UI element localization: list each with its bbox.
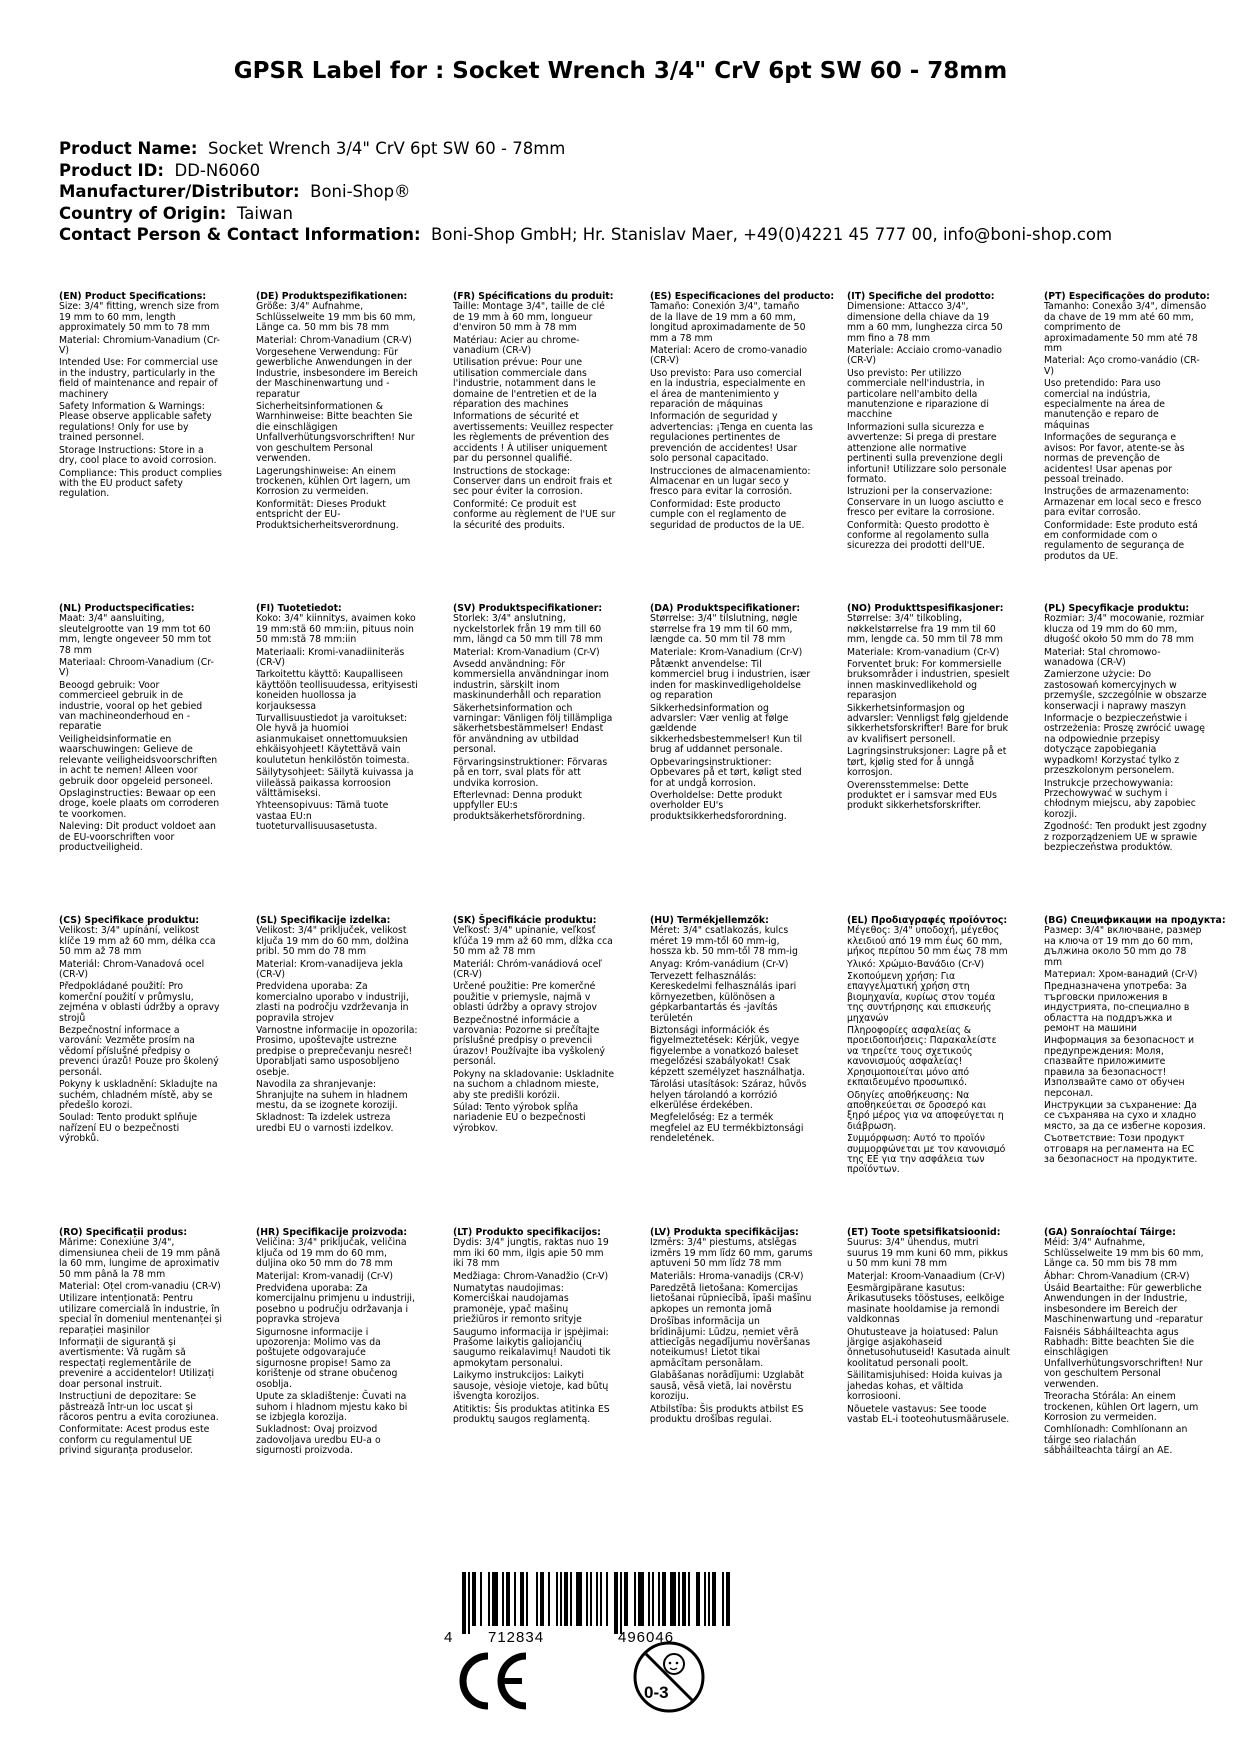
language-block-paragraph: Материал: Хром-ванадий (Cr-V) <box>1044 969 1198 981</box>
language-block-paragraph: Conformitate: Acest produs este conform cu regulamentul UE privind siguranța produselor. <box>59 1424 210 1457</box>
language-block-paragraph: Safety Information & Warnings: Please observe applicable safety regulations! Only for use by trained personnel. <box>59 401 212 444</box>
language-block-paragraph: Предназначена употреба: За търговски приложения в индустрията, по-специално в областта на поддръжка и ремонт на машини <box>1044 981 1190 1035</box>
barcode-bar <box>624 1572 628 1626</box>
barcode-bar <box>586 1572 588 1626</box>
product-id-row <box>59 160 1199 182</box>
language-block-paragraph: Sikkerhedsinformation og advarsler: Vær venlig at følge gældende sikkerhedsbestemmelser! Kun til brug af uddannet personale. <box>650 702 803 756</box>
language-block-paragraph: Съответствие: Този продукт отговаря на регламента на ЕС за безопасност на продуктите. <box>1044 1133 1198 1165</box>
language-block-paragraph: Upute za skladištenje: Čuvati na suhom i hladnom mjestu kako bi se izbjegla korozija. <box>256 1391 408 1423</box>
language-block-paragraph: Utilizare intenționată: Pentru utilizare comercială în industrie, în special în domeniul mentenanței și reparației mașinilor <box>59 1293 222 1336</box>
language-block-paragraph: Conformité: Ce produit est conforme au règlement de l'UE sur la sécurité des produits. <box>453 498 616 531</box>
language-block-paragraph: Paredzētā lietošana: Komercijas lietošanai rūpniecībā, īpaši mašīnu apkopes un remonta jomā <box>650 1283 812 1315</box>
language-block-paragraph: Veiligheidsinformatie en waarschuwingen: Gelieve de relevante veiligheidsvoorschriften in acht te nemen! Alleen voor gebruik door opgeleid personeel. <box>59 733 218 787</box>
language-block-title: (EL) Προδιαγραφές προϊόντος: <box>847 915 1008 926</box>
language-block-title: (NL) Productspecificaties: <box>59 603 195 614</box>
barcode-bar <box>472 1572 476 1626</box>
language-block-paragraph: Turvallisuustiedot ja varoitukset: Ole hyvä ja huomioi asianmukaiset onnettomuuksien ehkäisyohjeet! Käytettävä vain koulutetun henkilöstön toimesta. <box>256 713 410 766</box>
language-block-paragraph: Soulad: Tento produkt splňuje nařízení EU o bezpečnosti výrobků. <box>59 1112 198 1145</box>
language-block <box>453 916 616 1228</box>
language-block-paragraph: Istruzioni per la conservazione: Conservare in un luogo asciutto e fresco per evitare la corrosione. <box>847 486 1004 519</box>
language-block-title: (HU) Termékjellemzők: <box>650 915 769 926</box>
language-block-paragraph: Instrucciones de almacenamiento: Almacenar en un lugar seco y fresco para evitar la corrosión. <box>650 465 811 498</box>
language-block-paragraph: Dydis: 3/4" jungtis, raktas nuo 19 mm iki 60 mm, ilgis apie 50 mm iki 78 mm <box>453 1237 609 1270</box>
language-block-paragraph: Ohutusteave ja hoiatused: Palun järgige asjakohaseid õnnetusohutuseid! Kasutada ainult koolitatud personali poolt. <box>847 1326 1010 1369</box>
language-block-title: (ET) Toote spetsifikatsioonid: <box>847 1227 1001 1238</box>
language-block-paragraph: Forventet bruk: For kommersielle bruksområder i industrien, spesielt innen maskinvedlikehold og reparasjon <box>847 659 1010 702</box>
language-block-title: (FI) Tuotetiedot: <box>256 603 342 614</box>
language-block-paragraph: Glabāšanas norādījumi: Uzglabāt sausā, vēsā vietā, lai novērstu koroziju. <box>650 1370 804 1403</box>
language-block-title: (RO) Specificații produs: <box>59 1227 188 1238</box>
language-block-title: (PT) Especificações do produto: <box>1044 291 1210 302</box>
language-block-paragraph: Σκοπούμενη χρήση: Για επαγγελματική χρήση στη βιομηχανία, κυρίως στον τομέα της συντήρησης και επισκευής μηχανών <box>847 971 996 1024</box>
manufacturer-value: Boni-Shop® <box>310 182 411 201</box>
language-block-paragraph: Materijal: Krom-vanadij (Cr-V) <box>256 1270 393 1282</box>
language-block-title: (SV) Produktspecifikationer: <box>453 603 603 614</box>
language-block-paragraph: Dimensione: Attacco 3/4", dimensione della chiave da 19 mm a 60 mm, lunghezza circa 50 mm fino a 78 mm <box>847 301 1003 344</box>
language-block-paragraph: Velikost: 3/4" priključek, velikost ključa 19 mm do 60 mm, dolžina pribl. 50 mm do 78 mm <box>256 925 409 958</box>
language-block-paragraph: Materiale: Krom-vanadium (Cr-V) <box>847 646 1000 658</box>
ean-barcode <box>440 1572 740 1646</box>
country-label: Country of Origin: <box>59 203 227 223</box>
language-block-paragraph: Instrukcje przechowywania: Przechowywać w suchym i chłodnym miejscu, aby zapobiec korozji. <box>1044 777 1196 820</box>
language-block-paragraph: Vorgesehene Verwendung: Für gewerbliche Anwendungen in der Industrie, insbesondere im Bereich der Maschinenwartung und -reparatur <box>256 347 418 400</box>
barcode-bar <box>462 1572 466 1634</box>
language-block-paragraph: Informacje o bezpieczeństwie i ostrzeżenia: Proszę zwrócić uwagę na odpowiednie przepisy dotyczące zapobiegania wypadkom! Korzystać tylko z przeszkolonym personelem. <box>1044 713 1205 777</box>
language-block <box>59 916 222 1228</box>
language-block-paragraph: Μέγεθος: 3/4" υποδοχή, μέγεθος κλειδιού από 19 mm έως 60 mm, μήκος περίπου 50 mm έως 78 mm <box>847 925 1008 958</box>
language-block-paragraph: Rozmiar: 3/4" mocowanie, rozmiar klucza od 19 mm do 60 mm, długość około 50 mm do 78 mm <box>1044 613 1205 646</box>
language-block-paragraph: Anyag: Króm-vanádium (Cr-V) <box>650 958 789 970</box>
language-block-paragraph: Lagerungshinweise: An einem trockenen, kühlen Ort lagern, um Korrosion zu vermeiden. <box>256 465 411 498</box>
language-block-paragraph: Veličina: 3/4" priključak, veličina ključa od 19 mm do 60 mm, duljina oko 50 mm do 78 mm <box>256 1237 407 1270</box>
language-block-paragraph: Súlad: Tento výrobok spĺňa nariadenie EÚ o bezpečnosti výrobkov. <box>453 1101 586 1134</box>
age-range-text: 0-3 <box>644 1683 669 1702</box>
language-block-paragraph: Navodila za shranjevanje: Shranjujte na suhem in hladnem mestu, da se izognete koroziji. <box>256 1079 408 1111</box>
language-block-paragraph: Συμμόρφωση: Αυτό το προϊόν συμμορφώνεται με τον κανονισμό της ΕΕ για την ασφάλεια των προϊόντων. <box>847 1133 1006 1176</box>
barcode-bar <box>726 1572 730 1626</box>
language-block <box>1044 1228 1207 1568</box>
language-block-paragraph: Sukladnost: Ovaj proizvod zadovoljava uredbu EU-a o sigurnosti proizvoda. <box>256 1424 381 1457</box>
language-block-paragraph: Efterlevnad: Denna produkt uppfyller EU:s produktsäkerhetsförordning. <box>453 789 586 822</box>
barcode-bar <box>708 1572 710 1626</box>
language-block-paragraph: Opslaginstructies: Bewaar op een droge, koele plaats om corroderen te voorkomen. <box>59 787 220 820</box>
language-block-paragraph: Intended Use: For commercial use in the industry, particularly in the field of maintenance and repair of machinery <box>59 357 218 400</box>
language-block <box>59 1228 222 1568</box>
language-block <box>650 291 835 604</box>
language-block-paragraph: Förvaringsinstruktioner: Förvaras på en torr, sval plats för att undvika korrosion. <box>453 756 608 789</box>
language-block-title: (IT) Specifiche del prodotto: <box>847 291 995 302</box>
language-block-paragraph: Izmērs: 3/4" piestums, atslēgas izmērs 19 mm līdz 60 mm, garums aptuveni 50 mm līdz 78 mm <box>650 1237 813 1270</box>
language-block-paragraph: Πληροφορίες ασφαλείας & προειδοποιήσεις: Παρακαλείστε να τηρείτε τους σχετικούς κανονισμούς ασφαλείας! Χρησιμοποιείται μόνο από εκπαιδευμένο προσωπικό. <box>847 1025 997 1089</box>
age-warning-icon <box>630 1638 708 1716</box>
language-block-paragraph: Overholdelse: Dette produkt overholder EU's produktsikkerhedsforordning. <box>650 789 787 822</box>
barcode-bar <box>488 1572 490 1626</box>
barcode-bar <box>634 1572 636 1626</box>
language-block-paragraph: Treoracha Stórála: An einem trockenen, kühlen Ort lagern, um Korrosion zu vermeiden. <box>1044 1391 1199 1423</box>
language-block-paragraph: Informations de sécurité et avertissements: Veuillez respecter les règlements de prévention des accidents ! À utiliser uniquement par du personnel qualifié. <box>453 411 614 465</box>
language-block-paragraph: Taille: Montage 3/4", taille de clé de 19 mm à 60 mm, longueur d'environ 50 mm à 78 mm <box>453 301 605 334</box>
language-block-paragraph: Størrelse: 3/4" tilslutning, nøgle størrelse fra 19 mm til 60 mm, længde ca. 50 mm til 78 mm <box>650 613 798 646</box>
manufacturer-row <box>59 181 1199 203</box>
product-id-label: Product ID: <box>59 160 164 180</box>
barcode-bar <box>576 1572 582 1626</box>
barcode-bar <box>662 1572 666 1626</box>
language-block-title: (CS) Specifikace produktu: <box>59 915 200 926</box>
language-block-paragraph: Yhteensopivuus: Tämä tuote vastaa EU:n tuoteturvallisuusasetusta. <box>256 800 389 833</box>
language-block-paragraph: Material: Krom-vanadijeva jekla (CR-V) <box>256 958 404 981</box>
language-block <box>1044 604 1207 916</box>
barcode-bar <box>556 1572 558 1626</box>
barcode-bar <box>620 1572 622 1634</box>
language-block-paragraph: Tervezett felhasználás: Kereskedelmi felhasználás ipari környezetben, különösen a gépkarbantartás és -javítás területén <box>650 971 797 1024</box>
language-block-paragraph: Storlek: 3/4" anslutning, nyckelstorlek från 19 mm till 60 mm, längd ca 50 mm till 78 mm <box>453 613 603 646</box>
language-block-paragraph: Ábhar: Chrom-Vanadium (CR-V) <box>1044 1270 1190 1282</box>
language-block-paragraph: Zgodność: Ten produkt jest zgodny z rozporządzeniem UE w sprawie bezpieczeństwa produktów. <box>1044 821 1207 853</box>
language-block-paragraph: Sigurnosne informacije i upozorenja: Molimo vas da poštujete odgovarajuće sigurnosne propise! Samo za korištenje od strane obučenog osoblja. <box>256 1326 398 1390</box>
barcode-bar <box>704 1572 706 1626</box>
barcode-bar <box>480 1572 482 1626</box>
language-block-title: (LT) Produkto specifikacijos: <box>453 1227 601 1238</box>
language-block-paragraph: Biztonsági információk és figyelmeztetések: Kérjük, vegye figyelembe a vonatkozó baleset megelőzési szabályokat! Csak képzett személyzet használhatja. <box>650 1025 805 1078</box>
language-block-paragraph: Инструкции за съхранение: Да се съхранява на сухо и хладно място, за да се избегне корозия. <box>1044 1099 1206 1132</box>
product-id-value: DD-N6060 <box>174 160 261 180</box>
language-block-paragraph: Drošības informācija un brīdinājumi: Lūdzu, ņemiet vērā attiecīgās negadījumu novēršanas noteikumus! Lietot tikai apmācītam personālam. <box>650 1316 811 1369</box>
barcode-bar <box>658 1572 660 1626</box>
language-block <box>453 292 616 604</box>
language-block-title: (FR) Spécifications du produit: <box>453 291 614 302</box>
language-block <box>650 1228 813 1568</box>
language-block-paragraph: Säkerhetsinformation och varningar: Vänligen följ tillämpliga säkerhetsbestämmelser! Endast för användning av utbildad personal. <box>453 702 613 756</box>
language-block-paragraph: Medžiaga: Chrom-Vanadžio (Cr-V) <box>453 1270 609 1282</box>
barcode-bar <box>540 1572 544 1626</box>
language-block-paragraph: Instrucțiuni de depozitare: Se păstrează într-un loc uscat și răcoros pentru a evita coroziunea. <box>59 1391 219 1423</box>
country-row <box>59 203 1199 225</box>
barcode-bar <box>548 1572 550 1626</box>
barcode-bar <box>526 1572 528 1626</box>
language-block-paragraph: Material: Oțel crom-vanadiu (CR-V) <box>59 1281 221 1293</box>
barcode-bar <box>590 1572 592 1626</box>
barcode-bar <box>638 1572 644 1626</box>
barcode-bar <box>614 1572 618 1634</box>
contact-label: Contact Person & Contact Information: <box>59 225 421 244</box>
barcode-bars <box>462 1572 730 1634</box>
barcode-bar <box>468 1572 470 1634</box>
language-block-paragraph: Avsedd användning: För kommersiella användningar inom industrin, särskilt inom maskinunderhåll och reparation <box>453 659 609 702</box>
language-block-paragraph: Material: Chromium-Vanadium (Cr-V) <box>59 334 220 357</box>
language-block-paragraph: Informazioni sulla sicurezza e avvertenze: Si prega di prestare attenzione alle normative pertinenti sulla prevenzione degli infortuni! Utilizzare solo personale formato. <box>847 421 1007 485</box>
language-block-title: (SL) Specifikacije izdelka: <box>256 915 391 926</box>
language-block-paragraph: Méid: 3/4" Aufnahme, Schlüsselweite 19 mm bis 60 mm, Länge ca. 50 mm bis 78 mm <box>1044 1237 1204 1270</box>
language-block-paragraph: Informações de segurança e avisos: Por favor, atente-se às normas de prevenção de acidentes! Usar apenas por pessoal treinado. <box>1044 432 1185 485</box>
contact-row <box>59 224 1199 246</box>
language-block <box>847 1228 1010 1568</box>
barcode-bar <box>648 1572 650 1626</box>
language-block-title: (GA) Sonraíochtaí Táirge: <box>1044 1227 1176 1238</box>
language-block-paragraph: Comhlíonadh: Comhlíonann an táirge seo rialachán sábháilteachta táirgí an AE. <box>1044 1424 1188 1457</box>
language-block-paragraph: Størrelse: 3/4" tilkobling, nøkkelstørrelse fra 19 mm til 60 mm, lengde ca. 50 mm til 78 mm <box>847 613 1003 646</box>
language-block-paragraph: Skladnost: Ta izdelek ustreza uredbi EU o varnosti izdelkov. <box>256 1112 394 1134</box>
barcode-bar <box>670 1572 676 1626</box>
language-block-paragraph: Koko: 3/4" kiinnitys, avaimen koko 19 mm:stä 60 mm:iin, pituus noin 50 mm:stä 78 mm:iin <box>256 613 416 646</box>
ce-mark <box>452 1650 532 1712</box>
language-block-paragraph: Tarkoitettu käyttö: Kaupalliseen käyttöön teollisuudessa, erityisesti koneiden huollossa ja korjauksessa <box>256 669 418 712</box>
product-info <box>59 138 1199 246</box>
barcode-bar <box>688 1572 690 1626</box>
barcode-bar <box>536 1572 538 1626</box>
language-block-paragraph: Suurus: 3/4" ühendus, mutri suurus 19 mm kuni 60 mm, pikkus u 50 mm kuni 78 mm <box>847 1237 1008 1270</box>
language-block-paragraph: Conformidad: Este producto cumple con el reglamento de seguridad de productos de la UE. <box>650 498 805 531</box>
barcode-bar <box>696 1572 700 1626</box>
language-block-paragraph: Utilisation prévue: Pour une utilisation commerciale dans l'industrie, notamment dans le domaine de l'entretien et de la réparation des machines <box>453 357 597 411</box>
language-block-paragraph: Mărime: Conexiune 3/4", dimensiunea cheii de 19 mm până la 60 mm, lungime de aproximativ 50 mm până la 78 mm <box>59 1237 221 1280</box>
language-block-paragraph: Matériau: Acier au chrome-vanadium (CR-V) <box>453 334 580 357</box>
language-block-paragraph: Méret: 3/4" csatlakozás, kulcs méret 19 mm-től 60 mm-ig, hossza kb. 50 mm-től 78 mm-ig <box>650 925 798 958</box>
barcode-bar <box>570 1572 572 1626</box>
barcode-bar <box>678 1572 680 1626</box>
language-block-paragraph: Material: Aço cromo-vanádio (CR-V) <box>1044 355 1200 377</box>
barcode-group-1: 712834 <box>488 1629 545 1646</box>
language-block-paragraph: Predvidena uporaba: Za komercialno uporabo v industriji, zlasti na področju vzdrževanja in popravila strojev <box>256 981 409 1024</box>
baby-mouth <box>670 1668 677 1670</box>
language-block-paragraph: Materiale: Acciaio cromo-vanadio (CR-V) <box>847 345 1002 367</box>
barcode-bar <box>564 1572 568 1626</box>
baby-eye-left <box>669 1662 672 1665</box>
language-block-paragraph: Οδηγίες αποθήκευσης: Να αποθηκεύεται σε δροσερό και ξηρό μέρος για να αποφεύγεται η διάβρωση. <box>847 1089 1004 1132</box>
language-block-paragraph: Atbilstība: Šis produkts atbilst ES produktu drošības regulai. <box>650 1403 804 1425</box>
language-block <box>453 604 616 916</box>
language-block <box>256 604 419 916</box>
language-block-paragraph: Materiał: Stal chromowo-wanadowa (CR-V) <box>1044 646 1161 669</box>
language-block-paragraph: Storage Instructions: Store in a dry, cool place to avoid corrosion. <box>59 444 217 467</box>
language-block <box>256 292 419 604</box>
language-block-title: (DE) Produktspezifikationen: <box>256 291 408 302</box>
barcode-bar <box>506 1572 510 1626</box>
barcode-bar <box>560 1572 562 1626</box>
language-block-paragraph: Uso previsto: Para uso comercial en la industria, especialmente en el área de mantenimiento y reparación de máquinas <box>650 367 806 411</box>
language-block-paragraph: Saugumo informacija ir įspėjimai: Prašome laikytis galiojančių saugumo reikalavimų! Naudoti tik apmokytam personalui. <box>453 1326 611 1369</box>
barcode-bar <box>492 1572 498 1626</box>
languages-grid <box>59 292 1241 1568</box>
language-block-paragraph: Size: 3/4" fitting, wrench size from 19 mm to 60 mm, length approximately 50 mm to 78 mm <box>59 301 220 334</box>
language-block-paragraph: Säilitamisjuhised: Hoida kuivas ja jahedas kohas, et vältida korrosiooni. <box>847 1370 1003 1403</box>
language-block-paragraph: Tamanho: Conexão 3/4", dimensão da chave de 19 mm até 60 mm, comprimento de aproximadamente 50 mm até 78 mm <box>1044 301 1207 355</box>
baby-face-icon <box>664 1654 684 1674</box>
language-block-paragraph: Určené použitie: Pre komerčné použitie v priemysle, najmä v oblasti údržby a opravy strojov <box>453 981 598 1014</box>
language-block-title: (DA) Produktspecifikationer: <box>650 603 801 614</box>
language-block-paragraph: Materiaali: Kromi-vanadiiniteräs (CR-V) <box>256 646 405 669</box>
language-block-paragraph: Material: Chrom-Vanadium (CR-V) <box>256 334 412 346</box>
barcode-bar <box>596 1572 598 1626</box>
language-block-paragraph: Veľkosť: 3/4" upínanie, veľkosť kľúča 19 mm až 60 mm, dĺžka cca 50 mm až 78 mm <box>453 925 613 958</box>
language-block-paragraph: Beoogd gebruik: Voor commercieel gebruik in de industrie, vooral op het gebied van machineonderhoud en -reparatie <box>59 679 203 733</box>
language-block-paragraph: Úsáid Beartaithe: Für gewerbliche Anwendungen in der Industrie, insbesondere im Bereich der Maschinenwartung und -reparatur <box>1044 1283 1203 1326</box>
ce-c-glyph <box>463 1656 488 1706</box>
barcode-bar <box>514 1572 516 1626</box>
page-title: GPSR Label for : Socket Wrench 3/4" CrV 6pt SW 60 - 78mm <box>233 58 1008 84</box>
barcode-bar <box>722 1572 724 1626</box>
language-block-paragraph: Opbevaringsinstruktioner: Opbevares på et tørt, køligt sted for at undgå korrosion. <box>650 756 802 789</box>
barcode-bar <box>600 1572 602 1626</box>
language-block-paragraph: Materiale: Krom-Vanadium (Cr-V) <box>650 646 803 658</box>
language-block-paragraph: Maat: 3/4" aansluiting, sleutelgrootte van 19 mm tot 60 mm, lengte ongeveer 50 mm tot 78 mm <box>59 613 212 656</box>
language-block-paragraph: Materiaal: Chroom-Vanadium (Cr-V) <box>59 657 214 679</box>
language-block-paragraph: Naleving: Dit product voldoet aan de EU-voorschriften voor productveiligheid. <box>59 821 216 853</box>
product-name-value: Socket Wrench 3/4" CrV 6pt SW 60 - 78mm <box>207 139 566 158</box>
language-block-paragraph: Konformität: Dieses Produkt entspricht der EU-Produktsicherheitsverordnung. <box>256 498 399 531</box>
language-block-title: (BG) Спецификации на продукта: <box>1044 915 1226 926</box>
language-block-paragraph: Material: Acero de cromo-vanadio (CR-V) <box>650 345 808 367</box>
language-block-paragraph: Material: Krom-Vanadium (Cr-V) <box>453 646 600 658</box>
language-block-paragraph: Tárolási utasítások: Száraz, hűvös helyen tárolandó a korrózió elkerülése érdekében. <box>650 1079 807 1111</box>
language-block-paragraph: Bezpečnostné informácie a varovania: Pozorne si prečítajte príslušné predpisy o prevencii úrazov! Používajte iba vyškolený personál. <box>453 1014 606 1068</box>
language-block-paragraph: Påtænkt anvendelse: Til kommerciel brug i industrien, især inden for maskinvedligeholdelse og reparation <box>650 659 811 702</box>
contact-value: Boni-Shop GmbH; Hr. Stanislav Maer, +49(0)4221 45 777 00, info@boni-shop.com <box>431 225 1113 244</box>
language-block-paragraph: Eesmärgipärane kasutus: Ärikasutuseks tööstuses, eelkõige masinate hooldamise ja remondi valdkonnas <box>847 1283 1005 1326</box>
language-block-paragraph: Materiál: Chrom-Vanadová ocel (CR-V) <box>59 958 205 981</box>
language-block-paragraph: Información de seguridad y advertencias: ¡Tenga en cuenta las regulaciones pertinentes de prevención de accidentes! Usar solo personal capacitado. <box>650 411 813 465</box>
language-block-title: (ES) Especificaciones del producto: <box>650 291 835 302</box>
language-block-paragraph: Informații de siguranță și avertismente: Vă rugăm să respectați reglementările de prevenire a accidentelor! Utilizați doar personal instruit. <box>59 1337 215 1390</box>
language-block-paragraph: Conformidade: Este produto está em conformidade com o regulamento de segurança de produtos da UE. <box>1044 519 1198 562</box>
language-block-paragraph: Varnostne informacije in opozorila: Prosimo, upoštevajte ustrezne predpise o preprečevanju nesreč! Uporabljati samo usposobljeno osebje. <box>256 1025 418 1078</box>
barcode-bar <box>520 1572 524 1626</box>
language-block <box>256 1228 419 1568</box>
language-block <box>256 916 419 1228</box>
barcode-digit-1: 4 <box>444 1629 453 1646</box>
language-block-paragraph: Säilytysohjeet: Säilytä kuivassa ja viileässä paikassa korroosion välttämiseksi. <box>256 767 414 799</box>
barcode-bar <box>502 1572 504 1626</box>
language-block <box>650 604 813 916</box>
language-block-paragraph: Faisnéis Sábháilteachta agus Rabhadh: Bitte beachten Sie die einschlägigen Unfallverhütungsvorschriften! Nur von geschultem Personal verwenden. <box>1044 1326 1203 1390</box>
language-block-paragraph: Overensstemmelse: Dette produktet er i samsvar med EUs produkt sikkerhetsforskrifter. <box>847 779 997 812</box>
language-block-paragraph: Materjal: Kroom-Vanaadium (Cr-V) <box>847 1270 1005 1282</box>
language-block-paragraph: Předpokládané použití: Pro komerční použití v průmyslu, zejména v oblasti údržby a opravy strojů <box>59 981 220 1024</box>
language-block-paragraph: Tamaño: Conexión 3/4", tamaño de la llave de 19 mm a 60 mm, longitud aproximadamente de 50 mm a 78 mm <box>650 301 806 344</box>
language-block-title: (PL) Specyfikacje produktu: <box>1044 603 1190 614</box>
language-block-paragraph: Laikymo instrukcijos: Laikyti sausoje, vėsioje vietoje, kad būtų išvengta korozijos. <box>453 1370 609 1403</box>
product-name-label: Product Name: <box>59 139 198 158</box>
manufacturer-label: Manufacturer/Distributor: <box>59 182 300 201</box>
language-block-paragraph: Pokyny na skladovanie: Uskladnite na suchom a chladnom mieste, aby ste predišli korózii. <box>453 1068 615 1101</box>
language-block-paragraph: Lagringsinstruksjoner: Lagre på et tørt, kjølig sted for å unngå korrosjon. <box>847 746 1007 779</box>
language-block <box>847 916 1010 1228</box>
barcode-bar <box>682 1572 686 1626</box>
country-value: Taiwan <box>236 203 293 223</box>
barcode-bar <box>606 1572 608 1626</box>
language-block-paragraph: Pokyny k uskladnění: Skladujte na suchém, chladném místě, aby se předešlo korozi. <box>59 1079 218 1111</box>
language-block-paragraph: Numatytas naudojimas: Komerciškai naudojamas pramonėje, ypač mašinų priežiūros ir remonto srityje <box>453 1283 582 1326</box>
language-block-paragraph: Nõuetele vastavus: See toode vastab EL-i tooteohutusmäärusele. <box>847 1403 1010 1425</box>
language-block <box>650 916 813 1228</box>
language-block <box>59 604 222 916</box>
barcode-group-2: 496046 <box>618 1629 675 1646</box>
language-block-paragraph: Compliance: This product complies with the EU product safety regulation. <box>59 467 222 500</box>
language-block-paragraph: Информация за безопасност и предупреждения: Моля, спазвайте приложимите правила за безопасност! Използвайте само от обучен персонал. <box>1044 1035 1195 1099</box>
language-block-paragraph: Conformità: Questo prodotto è conforme al regolamento sulla sicurezza dei prodotti dell'UE. <box>847 519 990 552</box>
product-name-row <box>59 138 1199 160</box>
language-block-title: (HR) Specifikacije proizvoda: <box>256 1227 408 1238</box>
language-block-title: (LV) Produkta specifikācijas: <box>650 1227 799 1238</box>
baby-eye-right <box>676 1662 679 1665</box>
language-block-paragraph: Megfelelőség: Ez a termék megfelel az EU termékbiztonsági rendeletének. <box>650 1112 804 1145</box>
language-block-paragraph: Instruções de armazenamento: Armazenar em local seco e fresco para evitar corrosão. <box>1044 486 1202 519</box>
language-block-paragraph: Predviđena uporaba: Za komercijalnu primjenu u industriji, posebno u području održavanja i popravka strojeva <box>256 1283 415 1326</box>
language-block-paragraph: Materiāls: Hroma-vanadijs (CR-V) <box>650 1270 804 1282</box>
language-block <box>1044 915 1226 1228</box>
language-block-paragraph: Υλικό: Χρώμιο-Βανάδιο (Cr-V) <box>847 958 985 970</box>
language-block <box>847 292 1010 604</box>
language-block-paragraph: Atitiktis: Šis produktas atitinka ES produktų saugos reglamentą. <box>453 1403 610 1425</box>
language-block-title: (SK) Špecifikácie produktu: <box>453 915 597 926</box>
language-block-paragraph: Bezpečnostní informace a varování: Vezměte prosím na vědomí příslušné předpisy o prevenci úrazů! Pouze pro školený personál. <box>59 1025 219 1078</box>
language-block-paragraph: Instructions de stockage: Conserver dans un endroit frais et sec pour éviter la corrosion. <box>453 465 613 498</box>
language-block-paragraph: Zamierzone użycie: Do zastosowań komercyjnych w przemyśle, szczególnie w obszarze konserwacji i naprawy maszyn <box>1044 669 1207 712</box>
barcode-bar <box>652 1572 654 1626</box>
language-block-paragraph: Größe: 3/4" Aufnahme, Schlüsselweite 19 mm bis 60 mm, Länge ca. 50 mm bis 78 mm <box>256 301 416 334</box>
language-block-paragraph: Materiál: Chróm-vanádiová oceľ (CR-V) <box>453 958 602 981</box>
language-block-title: (NO) Produkttspesifikasjoner: <box>847 603 1004 614</box>
barcode-bar <box>712 1572 716 1626</box>
language-block <box>1044 291 1210 604</box>
language-block <box>847 604 1010 916</box>
language-block-paragraph: Uso previsto: Per utilizzo commerciale nell'industria, in particolare nell'ambito della manutenzione e riparazione di macchine <box>847 367 989 421</box>
language-block-paragraph: Uso pretendido: Para uso comercial na indústria, especialmente na área de manutenção e reparo de máquinas <box>1044 378 1166 431</box>
language-block-paragraph: Velikost: 3/4" upínání, velikost klíče 19 mm až 60 mm, délka cca 50 mm až 78 mm <box>59 925 216 958</box>
language-block-paragraph: Sicherheitsinformationen & Warnhinweise: Bitte beachten Sie die einschlägigen Unfallverhütungsvorschriften! Nur von geschultem Personal verwenden. <box>256 401 415 465</box>
ce-mark-text: CE <box>452 1650 454 1651</box>
language-block-paragraph: Sikkerhetsinformasjon og advarsler: Vennligst følg gjeldende sikkerhetsforskrifter! Bare for bruk av kvalifisert personell. <box>847 702 1009 745</box>
language-block-title: (EN) Product Specifications: <box>59 291 207 302</box>
language-block-paragraph: Размер: 3/4" включване, размер на ключа от 19 mm до 60 mm, дължина около 50 mm до 78 mm <box>1044 925 1202 968</box>
language-block <box>59 292 222 604</box>
language-block <box>453 1228 616 1568</box>
